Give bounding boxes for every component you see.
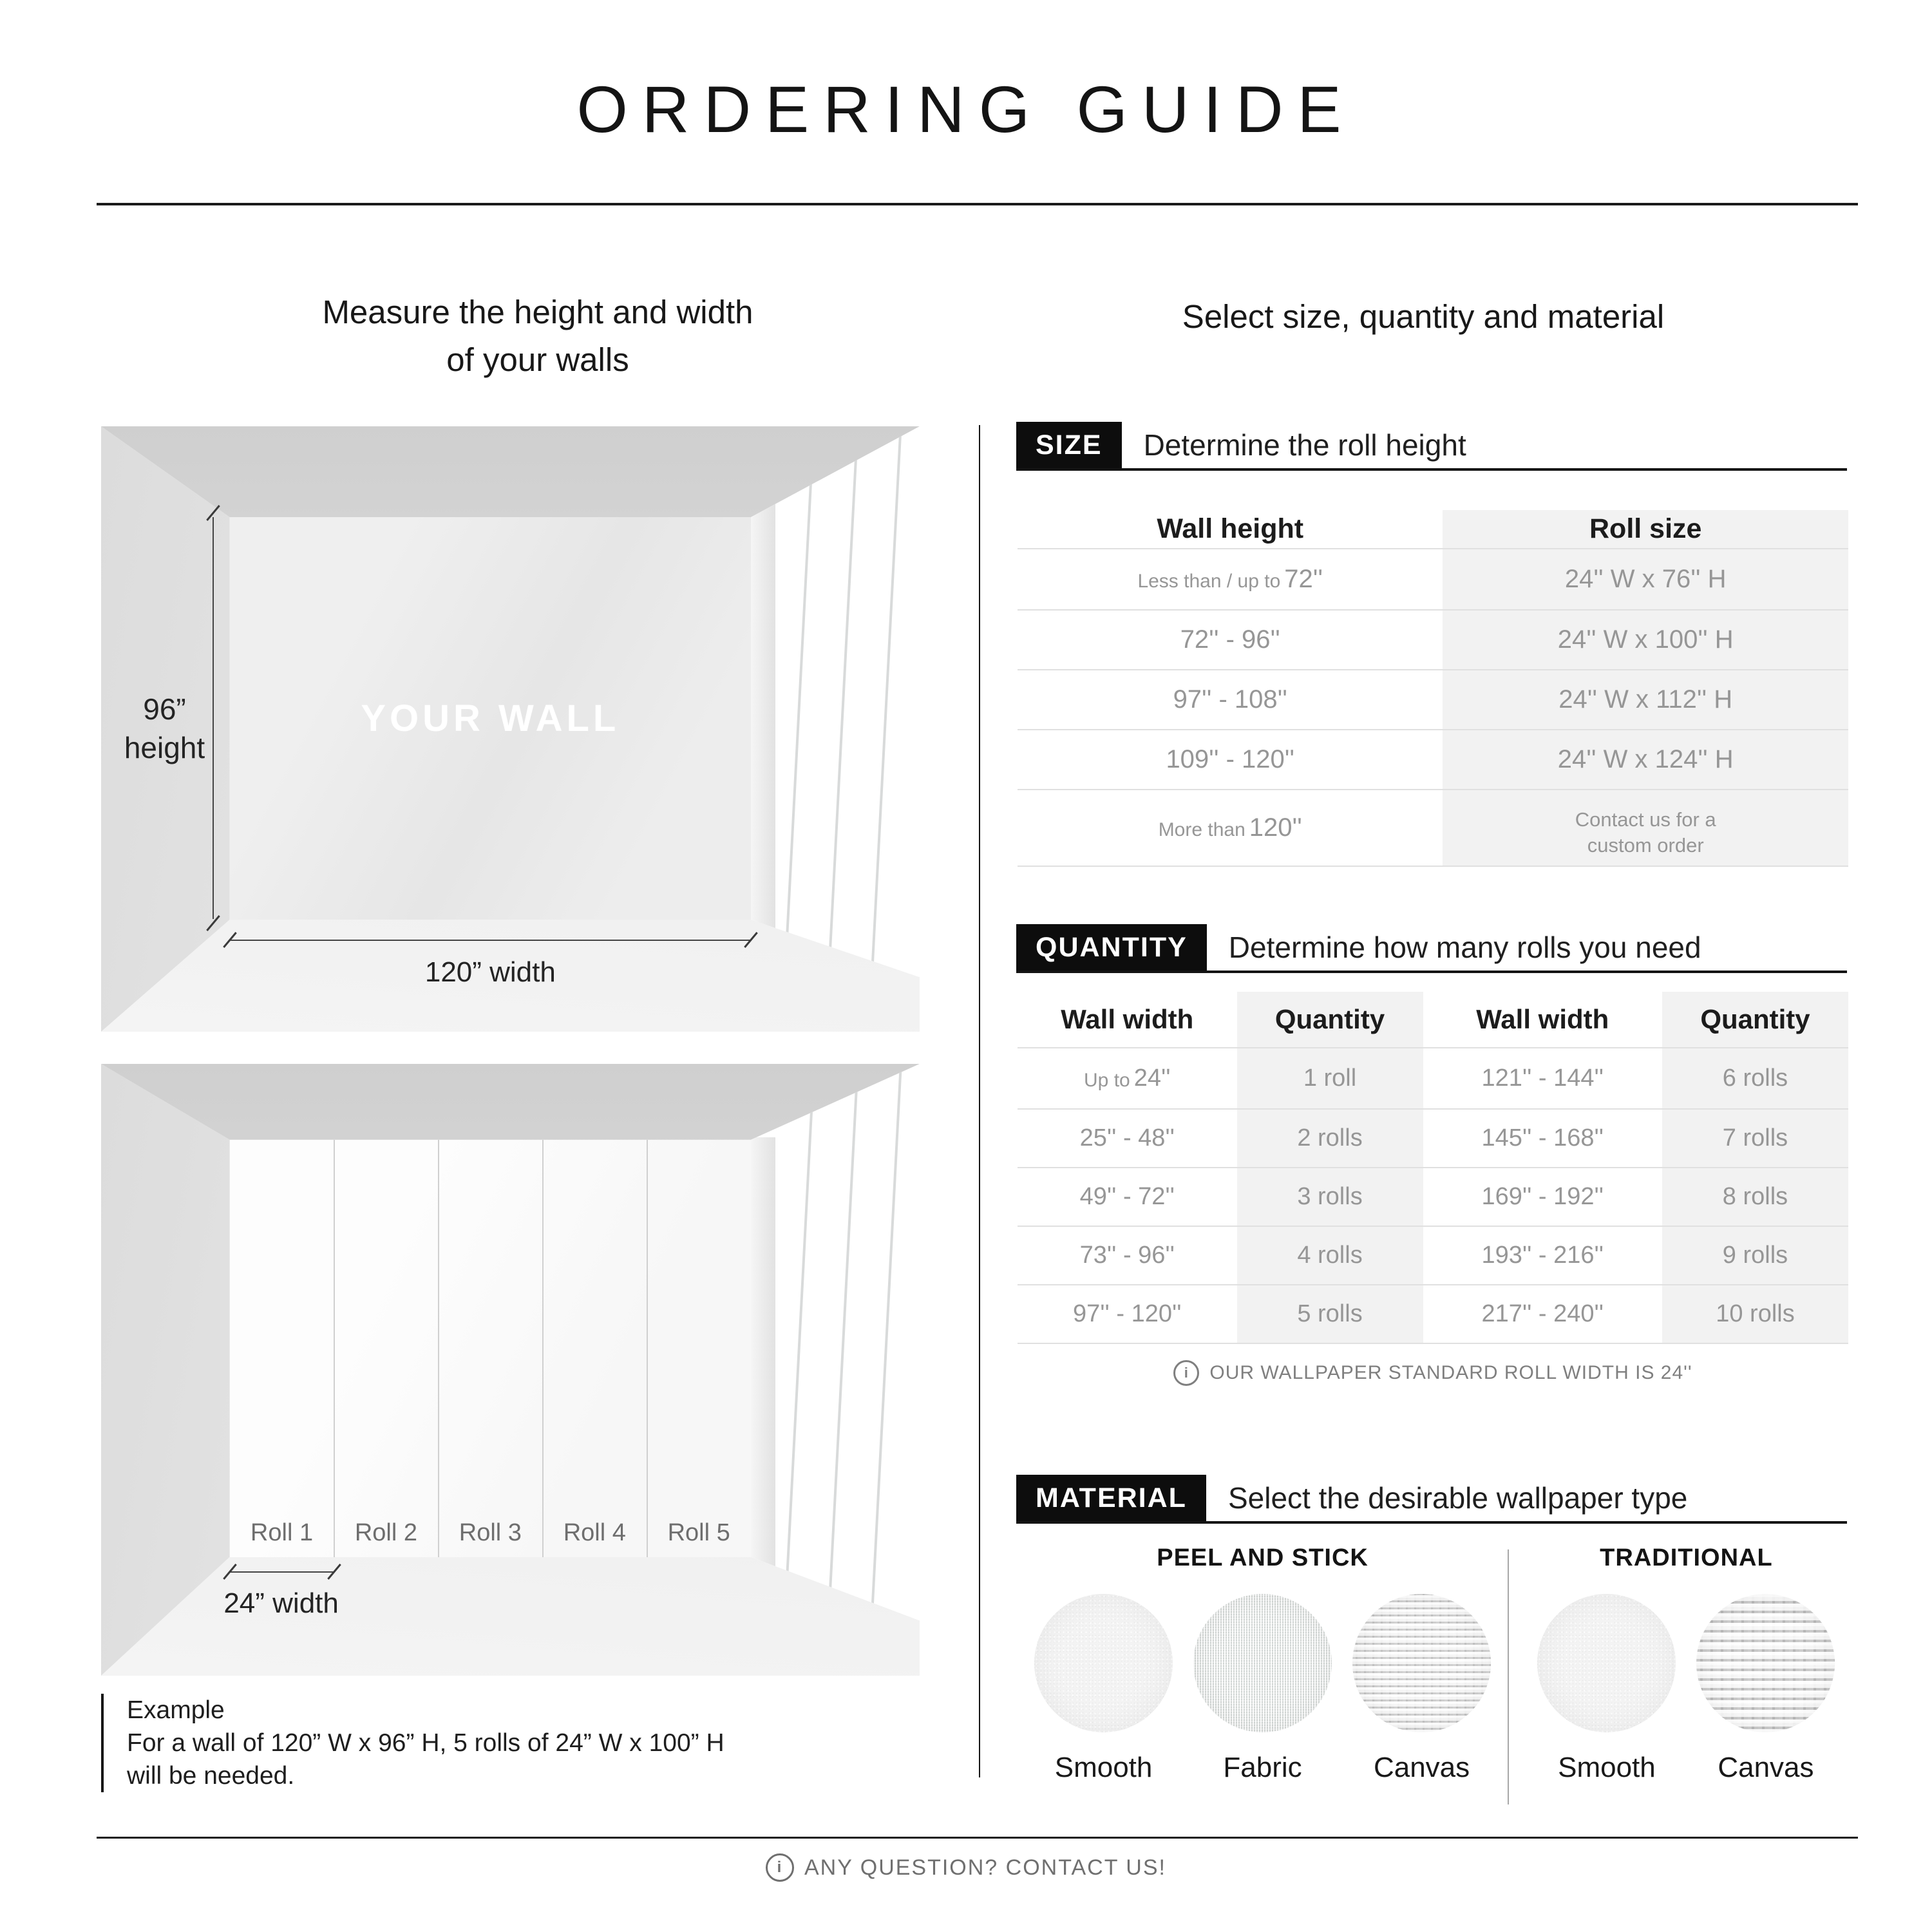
material-group-traditional — [1524, 1544, 1848, 1802]
roll-label-3: Roll 3 — [459, 1519, 522, 1546]
quantity-table-row — [1018, 1168, 1848, 1227]
qty-col-wall-width-2: Wall width — [1476, 1004, 1609, 1034]
material-group-peel-and-stick — [1018, 1544, 1508, 1802]
qty-col-wall-width-1: Wall width — [1061, 1004, 1194, 1034]
example-block — [101, 1694, 925, 1792]
left-heading-line1: Measure the height and width — [322, 294, 753, 330]
room-illustration-rolls — [101, 1064, 920, 1676]
wall-width-range — [1018, 1048, 1237, 1108]
custom-order-line1: Contact us for a — [1575, 808, 1716, 831]
wall-width-range: 97'' - 120'' — [1073, 1300, 1182, 1327]
size-col-wall-height: Wall height — [1157, 513, 1304, 544]
roll-width-label: 24” width — [223, 1587, 339, 1620]
quantity-value: 10 rolls — [1662, 1285, 1848, 1343]
quantity-value: 6 rolls — [1662, 1048, 1848, 1108]
range-prefix: Up to — [1084, 1069, 1130, 1091]
range-value: 24'' — [1133, 1065, 1171, 1092]
left-column-heading — [106, 289, 969, 384]
roll-label-5: Roll 5 — [667, 1519, 730, 1546]
back-wall — [230, 517, 752, 920]
quantity-value: 3 rolls — [1237, 1168, 1423, 1226]
info-icon: i — [766, 1853, 794, 1882]
range-prefix: Less than / up to — [1137, 570, 1281, 592]
size-badge: SIZE — [1016, 422, 1122, 468]
quantity-table-row — [1018, 1048, 1848, 1110]
window-mullion — [824, 1065, 859, 1676]
material-group-divider — [1508, 1549, 1509, 1804]
wall-height-range — [1018, 549, 1443, 609]
material-groups — [1018, 1544, 1848, 1802]
footer-contact-text: ANY QUESTION? CONTACT US! — [804, 1855, 1166, 1880]
quantity-value: 9 rolls — [1662, 1227, 1848, 1284]
wall-height-range: 109'' - 120'' — [1166, 745, 1295, 773]
info-icon: i — [1173, 1360, 1199, 1386]
swatch-fabric — [1193, 1594, 1332, 1784]
wall-height-range: 72'' - 96'' — [1180, 625, 1280, 654]
quantity-table — [1018, 992, 1848, 1344]
wall-height-word: height — [124, 730, 205, 764]
roll-size-value: 24'' W x 100'' H — [1443, 611, 1848, 669]
size-col-roll-size: Roll size — [1443, 510, 1848, 548]
roll-separator — [334, 1140, 335, 1557]
quantity-value: 7 rolls — [1662, 1110, 1848, 1167]
roll-label-2: Roll 2 — [354, 1519, 417, 1546]
wall-width-range: 169'' - 192'' — [1481, 1183, 1604, 1210]
swatch-label: Smooth — [1054, 1752, 1153, 1783]
material-subtitle: Select the desirable wallpaper type — [1227, 1481, 1688, 1515]
range-value: 72'' — [1284, 565, 1323, 593]
roll-size-value: 24'' W x 112'' H — [1443, 670, 1848, 729]
roll-width-note-text: OUR WALLPAPER STANDARD ROLL WIDTH IS 24'' — [1209, 1362, 1692, 1383]
quantity-value: 4 rolls — [1237, 1227, 1423, 1284]
quantity-table-row — [1018, 1285, 1848, 1344]
swatch-label: Fabric — [1223, 1752, 1302, 1783]
wall-height-label — [113, 690, 216, 767]
swatch-label: Canvas — [1373, 1752, 1470, 1783]
wall-width-range: 193'' - 216'' — [1481, 1242, 1604, 1269]
custom-order-line2: custom order — [1587, 833, 1704, 857]
smooth-texture-icon — [1034, 1594, 1173, 1732]
roll-separator — [647, 1140, 648, 1557]
wall-width-range: 217'' - 240'' — [1481, 1300, 1604, 1327]
quantity-subtitle: Determine how many rolls you need — [1228, 931, 1701, 964]
wall-width-range: 25'' - 48'' — [1079, 1124, 1175, 1151]
canvas-texture-icon — [1352, 1594, 1491, 1732]
column-divider — [979, 425, 980, 1777]
roll-label-1: Roll 1 — [250, 1519, 314, 1546]
material-group-name: PEEL AND STICK — [1157, 1544, 1368, 1571]
qty-col-quantity-1: Quantity — [1237, 992, 1423, 1047]
wall-height-value: 96” — [143, 692, 186, 726]
wall-height-range: 97'' - 108'' — [1173, 685, 1287, 714]
qty-col-quantity-2: Quantity — [1662, 992, 1848, 1047]
size-section-header — [1016, 422, 1847, 471]
wall-width-label: 120” width — [424, 956, 556, 989]
swatch-label: Smooth — [1558, 1752, 1656, 1783]
quantity-value: 2 rolls — [1237, 1110, 1423, 1167]
example-line1: For a wall of 120” W x 96” H, 5 rolls of 24” W x 100” H — [127, 1729, 724, 1757]
custom-order-note — [1575, 798, 1716, 858]
roll-labels — [230, 1519, 752, 1547]
quantity-section-header — [1016, 924, 1847, 973]
size-table-header-row — [1018, 510, 1848, 549]
swatch-row — [1537, 1594, 1835, 1784]
size-table-row — [1018, 730, 1848, 790]
quantity-table-row — [1018, 1110, 1848, 1168]
roll-size-value — [1443, 790, 1848, 866]
range-prefix: More than — [1158, 819, 1245, 840]
swatch-label: Canvas — [1718, 1752, 1814, 1783]
swatch-canvas — [1352, 1594, 1491, 1784]
size-table — [1018, 510, 1848, 867]
back-wall-rolls — [230, 1140, 752, 1557]
roll-width-dimension-line — [230, 1571, 335, 1573]
right-column-heading: Select size, quantity and material — [1182, 298, 1665, 335]
material-section-header — [1016, 1475, 1847, 1524]
wall-width-range: 121'' - 144'' — [1481, 1065, 1604, 1092]
quantity-value: 5 rolls — [1237, 1285, 1423, 1343]
window-frame — [751, 1137, 775, 1578]
title-divider — [97, 203, 1858, 205]
quantity-table-row — [1018, 1227, 1848, 1285]
page-title: ORDERING GUIDE — [576, 73, 1356, 146]
left-heading-line2: of your walls — [446, 341, 629, 378]
quantity-badge: QUANTITY — [1016, 924, 1207, 971]
window-mullion — [824, 427, 858, 1032]
fabric-texture-icon — [1193, 1594, 1332, 1732]
window-frame — [751, 499, 775, 935]
swatch-row — [1034, 1594, 1491, 1784]
your-wall-label: YOUR WALL — [361, 697, 620, 740]
swatch-smooth — [1034, 1594, 1173, 1784]
window-mullion — [867, 427, 902, 1032]
quantity-value: 1 roll — [1237, 1048, 1423, 1108]
roll-separator — [542, 1140, 544, 1557]
roll-width-note — [1018, 1360, 1848, 1386]
material-badge: MATERIAL — [1016, 1475, 1206, 1521]
smooth-texture-icon — [1537, 1594, 1676, 1732]
swatch-smooth — [1537, 1594, 1676, 1784]
wall-width-range: 49'' - 72'' — [1079, 1183, 1175, 1210]
wall-width-range: 73'' - 96'' — [1079, 1242, 1175, 1269]
roll-label-4: Roll 4 — [563, 1519, 626, 1546]
roll-separator — [438, 1140, 439, 1557]
swatch-canvas — [1696, 1594, 1835, 1784]
quantity-table-header-row — [1018, 992, 1848, 1048]
wall-width-range: 145'' - 168'' — [1481, 1124, 1604, 1151]
footer-contact — [0, 1853, 1932, 1882]
size-subtitle: Determine the roll height — [1143, 428, 1466, 462]
footer-divider — [97, 1837, 1858, 1839]
example-heading: Example — [127, 1696, 225, 1724]
material-group-name: TRADITIONAL — [1600, 1544, 1773, 1571]
canvas-texture-icon — [1696, 1594, 1835, 1732]
width-dimension-line — [230, 940, 752, 941]
roll-size-value: 24'' W x 124'' H — [1443, 730, 1848, 789]
quantity-value: 8 rolls — [1662, 1168, 1848, 1226]
size-table-row — [1018, 670, 1848, 730]
example-line2: will be needed. — [127, 1762, 295, 1790]
window-mullion — [867, 1065, 902, 1676]
wall-height-range — [1018, 790, 1443, 866]
size-table-row — [1018, 549, 1848, 611]
room-illustration-measure — [101, 426, 920, 1032]
size-table-row — [1018, 790, 1848, 867]
roll-size-value: 24'' W x 76'' H — [1443, 549, 1848, 609]
size-table-row — [1018, 611, 1848, 670]
range-value: 120'' — [1249, 813, 1302, 842]
